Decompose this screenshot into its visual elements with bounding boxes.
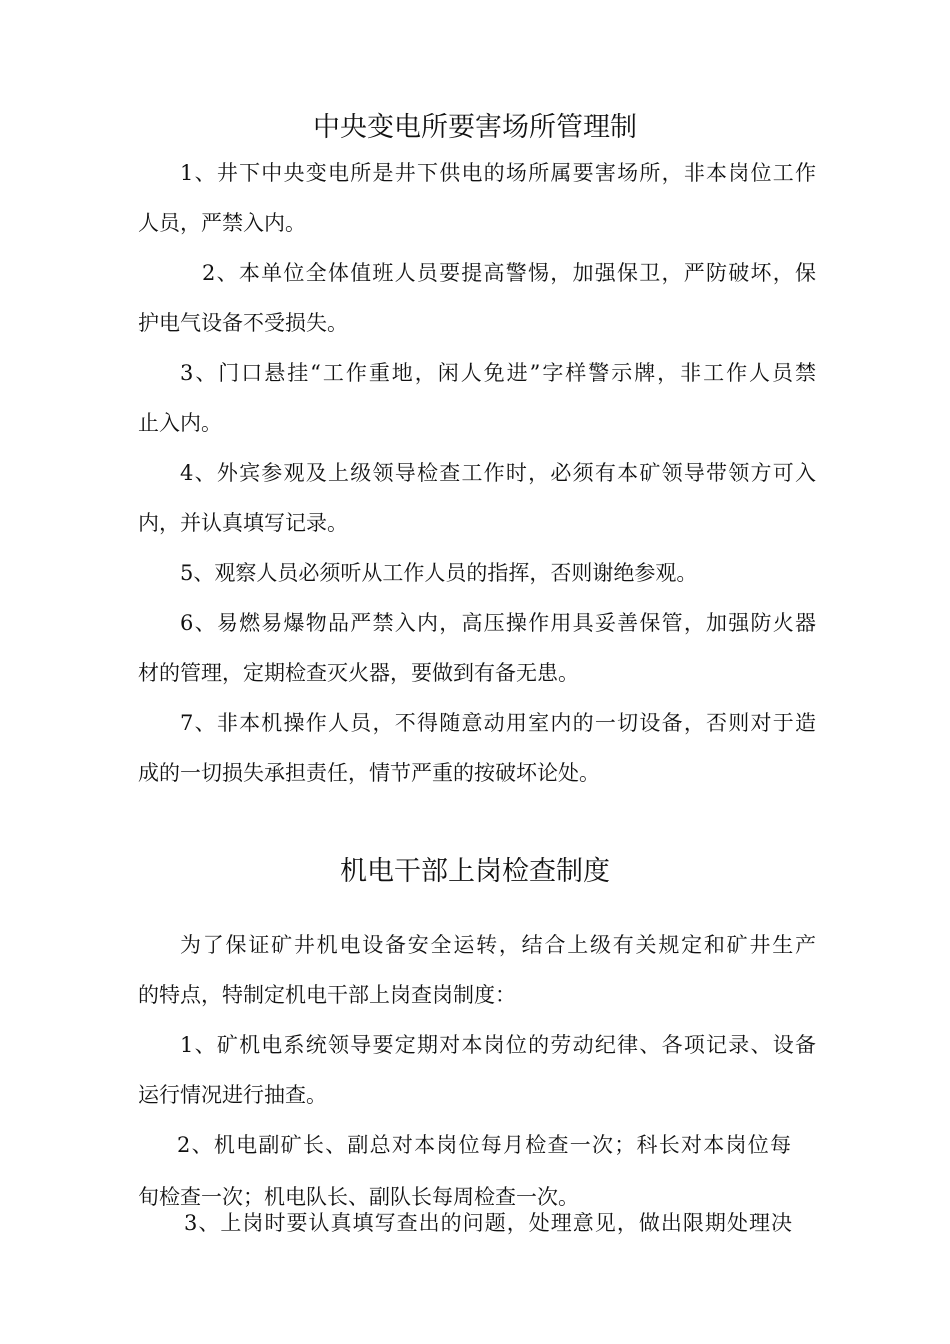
section2-title: 机电干部上岗检查制度 bbox=[340, 856, 610, 887]
section2-line-5: 2、机电副矿长、副总对本岗位每月检查一次；科长对本岗位每 bbox=[177, 1133, 791, 1157]
section1-line-7: 4、外宾参观及上级领导检查工作时，必须有本矿领导带领方可入 bbox=[180, 461, 816, 485]
section1-line-3: 2、本单位全体值班人员要提高警惕，加强保卫，严防破坏，保 bbox=[202, 261, 816, 285]
section2-line-1: 为了保证矿井机电设备安全运转，结合上级有关规定和矿井生产 bbox=[180, 933, 816, 957]
section2-line-3: 1、矿机电系统领导要定期对本岗位的劳动纪律、各项记录、设备 bbox=[180, 1033, 816, 1057]
section2-line-6: 旬检查一次；机电队长、副队长每周检查一次。 bbox=[138, 1185, 579, 1209]
section1-title: 中央变电所要害场所管理制 bbox=[313, 112, 637, 143]
section2-line-4: 运行情况进行抽查。 bbox=[138, 1083, 327, 1107]
section2-line-2: 的特点，特制定机电干部上岗查岗制度： bbox=[138, 983, 516, 1007]
section1-line-9: 5、观察人员必须听从工作人员的指挥，否则谢绝参观。 bbox=[180, 561, 698, 585]
section2-line-7: 3、上岗时要认真填写查出的问题，处理意见，做出限期处理决 bbox=[184, 1211, 792, 1235]
section1-line-12: 7、非本机操作人员，不得随意动用室内的一切设备，否则对于造 bbox=[180, 711, 816, 735]
section1-line-2: 人员，严禁入内。 bbox=[138, 211, 306, 235]
section1-line-8: 内，并认真填写记录。 bbox=[138, 511, 348, 535]
section1-line-13: 成的一切损失承担责任，情节严重的按破坏论处。 bbox=[138, 761, 600, 785]
section1-line-5: 3、门口悬挂“工作重地，闲人免进”字样警示牌，非工作人员禁 bbox=[180, 361, 816, 385]
section1-line-4: 护电气设备不受损失。 bbox=[138, 311, 348, 335]
section1-line-6: 止入内。 bbox=[138, 411, 222, 435]
section1-line-10: 6、易燃易爆物品严禁入内，高压操作用具妥善保管，加强防火器 bbox=[180, 611, 816, 635]
section1-line-1: 1、井下中央变电所是井下供电的场所属要害场所，非本岗位工作 bbox=[180, 161, 816, 185]
section1-line-11: 材的管理，定期检查灭火器，要做到有备无患。 bbox=[138, 661, 579, 685]
